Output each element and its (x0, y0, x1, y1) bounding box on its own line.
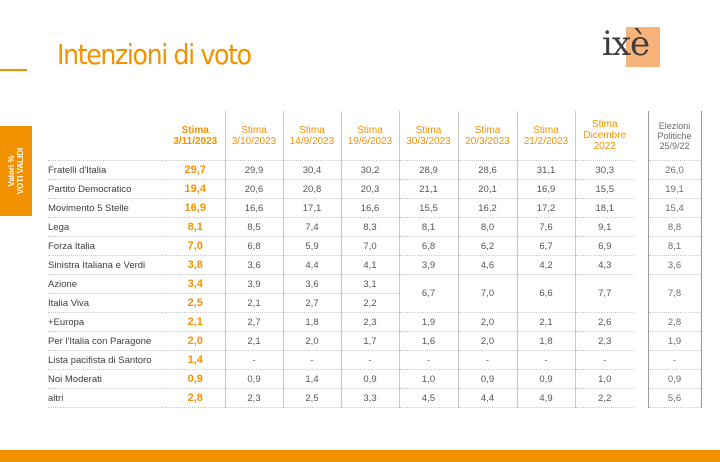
party-name: altri (48, 389, 166, 408)
cell-value: 21,1 (399, 180, 458, 199)
current-estimate: 7,0 (166, 237, 225, 256)
cell-value: - (517, 351, 575, 370)
cell-value: - (225, 351, 283, 370)
cell-value: 16,6 (225, 199, 283, 218)
combined-value: 7,0 (458, 275, 517, 313)
cell-value: 8,3 (341, 218, 399, 237)
reference-value: 0,9 (648, 370, 701, 389)
cell-value: 30,4 (283, 161, 341, 180)
cell-value: 16,9 (517, 180, 575, 199)
cell-value: 16,2 (458, 199, 517, 218)
table-row (48, 256, 701, 275)
cell-value: 6,8 (399, 237, 458, 256)
cell-value: 28,9 (399, 161, 458, 180)
cell-value: 1,8 (517, 332, 575, 351)
party-name: Per l'Italia con Paragone (48, 332, 166, 351)
column-header: Stima 3/11/2023 (166, 111, 225, 161)
cell-value: 17,2 (517, 199, 575, 218)
cell-value: 6,7 (517, 237, 575, 256)
side-label-line2: VOTI VALIDI (16, 147, 25, 195)
cell-value: 2,3 (341, 313, 399, 332)
footer-bar (0, 450, 720, 462)
party-name: Forza Italia (48, 237, 166, 256)
cell-value: 1,0 (575, 370, 634, 389)
column-header: Stima 19/6/2023 (341, 111, 399, 161)
cell-value: 20,3 (341, 180, 399, 199)
party-name: Partito Democratico (48, 180, 166, 199)
party-name: Movimento 5 Stelle (48, 199, 166, 218)
table-row (48, 313, 701, 332)
cell-value: 5,9 (283, 237, 341, 256)
cell-value: - (399, 351, 458, 370)
side-label (7, 148, 25, 195)
column-gap (634, 275, 648, 313)
cell-value: 2,0 (283, 332, 341, 351)
cell-value: 2,7 (283, 294, 341, 313)
cell-value: 4,4 (458, 389, 517, 408)
cell-value: 30,3 (575, 161, 634, 180)
table-row (48, 389, 701, 408)
column-gap (634, 351, 648, 370)
cell-value: 1,4 (283, 370, 341, 389)
cell-value: 3,9 (225, 275, 283, 294)
poll-table (48, 111, 702, 408)
reference-value: 26,0 (648, 161, 701, 180)
cell-value: 2,6 (575, 313, 634, 332)
column-gap (634, 218, 648, 237)
table-row (48, 218, 701, 237)
cell-value: 2,5 (283, 389, 341, 408)
column-gap (634, 389, 648, 408)
table-row (48, 275, 701, 294)
cell-value: 4,6 (458, 256, 517, 275)
cell-value: 4,5 (399, 389, 458, 408)
current-estimate: 2,5 (166, 294, 225, 313)
cell-value: 4,1 (341, 256, 399, 275)
cell-value: 1,8 (283, 313, 341, 332)
cell-value: - (341, 351, 399, 370)
column-header: Stima 20/3/2023 (458, 111, 517, 161)
title-accent-rule (0, 69, 27, 71)
current-estimate: 2,8 (166, 389, 225, 408)
cell-value: 2,3 (575, 332, 634, 351)
cell-value: 31,1 (517, 161, 575, 180)
cell-value: 15,5 (575, 180, 634, 199)
side-label-tab (0, 126, 32, 216)
current-estimate: 3,8 (166, 256, 225, 275)
cell-value: 6,9 (575, 237, 634, 256)
cell-value: 8,1 (399, 218, 458, 237)
cell-value: 6,8 (225, 237, 283, 256)
current-estimate: 3,4 (166, 275, 225, 294)
cell-value: 6,2 (458, 237, 517, 256)
column-gap (634, 180, 648, 199)
column-gap (634, 256, 648, 275)
cell-value: 0,9 (517, 370, 575, 389)
cell-value: 30,2 (341, 161, 399, 180)
side-label-line1: Valori % (7, 155, 16, 187)
party-name: Lega (48, 218, 166, 237)
party-name: Lista pacifista di Santoro (48, 351, 166, 370)
party-header (48, 111, 166, 161)
cell-value: 16,6 (341, 199, 399, 218)
current-estimate: 2,1 (166, 313, 225, 332)
cell-value: 1,9 (399, 313, 458, 332)
column-header: Stima 21/2/2023 (517, 111, 575, 161)
cell-value: 2,1 (225, 294, 283, 313)
logo-text: ixè (602, 24, 650, 64)
combined-value: 6,6 (517, 275, 575, 313)
column-header: Stima 30/3/2023 (399, 111, 458, 161)
party-name: Noi Moderati (48, 370, 166, 389)
table-row (48, 199, 701, 218)
column-gap (634, 161, 648, 180)
reference-value: 1,9 (648, 332, 701, 351)
table-row (48, 237, 701, 256)
reference-column-header: Elezioni Politiche 25/9/22 (648, 111, 701, 161)
party-name: Italia Viva (48, 294, 166, 313)
table-row (48, 180, 701, 199)
table-row (48, 161, 701, 180)
cell-value: 0,9 (458, 370, 517, 389)
current-estimate: 2,0 (166, 332, 225, 351)
current-estimate: 8,1 (166, 218, 225, 237)
cell-value: 2,1 (517, 313, 575, 332)
reference-value: 8,8 (648, 218, 701, 237)
cell-value: 20,8 (283, 180, 341, 199)
cell-value: 1,6 (399, 332, 458, 351)
current-estimate: 0,9 (166, 370, 225, 389)
cell-value: 2,7 (225, 313, 283, 332)
cell-value: - (575, 351, 634, 370)
cell-value: 17,1 (283, 199, 341, 218)
cell-value: 2,1 (225, 332, 283, 351)
column-header: Stima 3/10/2023 (225, 111, 283, 161)
cell-value: 1,7 (341, 332, 399, 351)
combined-reference-value: 7,8 (648, 275, 701, 313)
cell-value: 2,3 (225, 389, 283, 408)
ixe-logo (600, 23, 662, 69)
cell-value: 4,9 (517, 389, 575, 408)
current-estimate: 19,4 (166, 180, 225, 199)
cell-value: 7,6 (517, 218, 575, 237)
cell-value: 3,9 (399, 256, 458, 275)
cell-value: 9,1 (575, 218, 634, 237)
cell-value: 0,9 (341, 370, 399, 389)
reference-value: 3,6 (648, 256, 701, 275)
current-estimate: 29,7 (166, 161, 225, 180)
cell-value: 3,6 (283, 275, 341, 294)
party-name: +Europa (48, 313, 166, 332)
cell-value: 2,0 (458, 313, 517, 332)
cell-value: 20,1 (458, 180, 517, 199)
cell-value: 18,1 (575, 199, 634, 218)
column-gap (634, 313, 648, 332)
cell-value: 29,9 (225, 161, 283, 180)
cell-value: 2,2 (575, 389, 634, 408)
reference-value: 15,4 (648, 199, 701, 218)
cell-value: 28,6 (458, 161, 517, 180)
cell-value: 3,6 (225, 256, 283, 275)
cell-value: 7,0 (341, 237, 399, 256)
column-gap (634, 370, 648, 389)
cell-value: 3,3 (341, 389, 399, 408)
combined-value: 7,7 (575, 275, 634, 313)
cell-value: 1,0 (399, 370, 458, 389)
column-gap (634, 332, 648, 351)
current-estimate: 1,4 (166, 351, 225, 370)
column-gap (634, 199, 648, 218)
current-estimate: 16,9 (166, 199, 225, 218)
cell-value: 4,2 (517, 256, 575, 275)
table-row (48, 351, 701, 370)
combined-value: 6,7 (399, 275, 458, 313)
reference-value: 2,8 (648, 313, 701, 332)
cell-value: 0,9 (225, 370, 283, 389)
cell-value: 2,0 (458, 332, 517, 351)
cell-value: 2,2 (341, 294, 399, 313)
cell-value: 8,5 (225, 218, 283, 237)
table-header-row (48, 111, 701, 161)
cell-value: 4,4 (283, 256, 341, 275)
party-name: Azione (48, 275, 166, 294)
reference-value: 8,1 (648, 237, 701, 256)
table-row (48, 370, 701, 389)
table-row (48, 332, 701, 351)
cell-value: 3,1 (341, 275, 399, 294)
party-name: Fratelli d'Italia (48, 161, 166, 180)
page-title: Intenzioni di voto (57, 38, 251, 71)
cell-value: 4,3 (575, 256, 634, 275)
cell-value: - (458, 351, 517, 370)
cell-value: 20,6 (225, 180, 283, 199)
cell-value: - (283, 351, 341, 370)
column-gap (634, 237, 648, 256)
reference-value: 19,1 (648, 180, 701, 199)
column-header: Stima Dicembre 2022 (575, 111, 634, 161)
cell-value: 7,4 (283, 218, 341, 237)
cell-value: 15,5 (399, 199, 458, 218)
reference-value: 5,6 (648, 389, 701, 408)
reference-value: - (648, 351, 701, 370)
party-name: Sinistra Italiana e Verdi (48, 256, 166, 275)
column-header: Stima 14/9/2023 (283, 111, 341, 161)
cell-value: 8,0 (458, 218, 517, 237)
column-gap (634, 111, 648, 161)
